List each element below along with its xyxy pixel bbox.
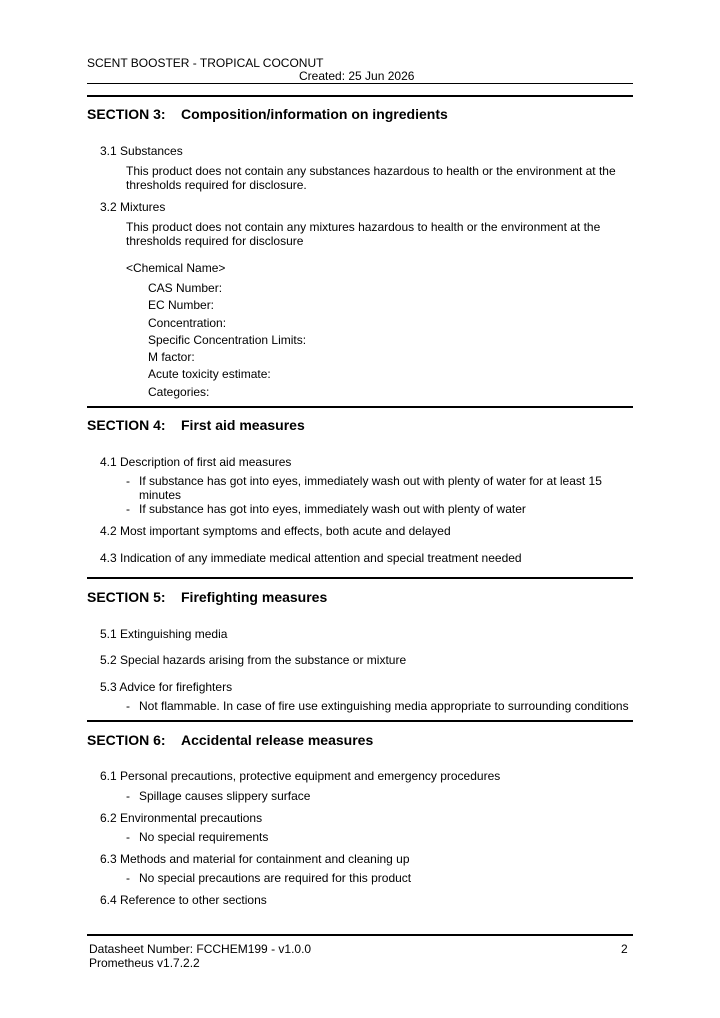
section-title: Accidental release measures <box>181 732 374 748</box>
section-title: Composition/information on ingredients <box>181 106 448 122</box>
chemical-name: <Chemical Name> <box>126 261 226 275</box>
section-title: First aid measures <box>181 417 305 433</box>
list-item: If substance has got into eyes, immediately wash out with plenty of water <box>139 502 526 516</box>
field-label: Specific Concentration Limits: <box>148 333 307 347</box>
section-number: SECTION 4: <box>87 417 166 433</box>
list-item: No special requirements <box>139 830 269 844</box>
list-item: Spillage causes slippery surface <box>139 789 311 803</box>
field-label: M factor: <box>148 350 195 364</box>
bullet: - <box>126 830 130 844</box>
section-number: SECTION 3: <box>87 106 166 122</box>
product-title: SCENT BOOSTER - TROPICAL COCONUT <box>87 56 324 70</box>
list-item: If substance has got into eyes, immediately wash out with plenty of water for at least 15 <box>139 474 602 488</box>
section-title: Firefighting measures <box>181 589 328 605</box>
subsection-title: 4.3 Indication of any immediate medical attention and special treatment needed <box>100 551 522 565</box>
subsection-title: 6.2 Environmental precautions <box>100 811 263 825</box>
section-3-heading <box>87 106 448 122</box>
page-number: 2 <box>621 942 628 956</box>
section-divider <box>87 720 633 722</box>
section-number: SECTION 5: <box>87 589 166 605</box>
field-label: EC Number: <box>148 298 215 312</box>
field-label: CAS Number: <box>148 281 223 295</box>
section-number: SECTION 6: <box>87 732 166 748</box>
subsection-title: 6.3 Methods and material for containment and cleaning up <box>100 852 410 866</box>
subsection-title: 5.1 Extinguishing media <box>100 627 228 641</box>
subsection-title: 3.2 Mixtures <box>100 200 166 214</box>
footer-rule <box>87 934 633 936</box>
list-item: No special precautions are required for this product <box>139 871 412 885</box>
software-version: Prometheus v1.7.2.2 <box>89 956 200 970</box>
list-item: Not flammable. In case of fire use extinguishing media appropriate to surrounding conditions <box>139 699 629 713</box>
field-label: Categories: <box>148 385 210 399</box>
subsection-title: 6.4 Reference to other sections <box>100 893 267 907</box>
paragraph: This product does not contain any substances hazardous to health or the environment at the thresholds required for disclosure. <box>126 164 616 192</box>
bullet: - <box>126 699 130 713</box>
bullet: - <box>126 474 130 488</box>
bullet: - <box>126 789 130 803</box>
subsection-title: 4.1 Description of first aid measures <box>100 455 292 469</box>
header-rule-thin <box>87 83 633 84</box>
list-item-continuation: minutes <box>139 488 182 502</box>
subsection-title: 4.2 Most important symptoms and effects, both acute and delayed <box>100 524 451 538</box>
section-divider <box>87 577 633 579</box>
bullet: - <box>126 871 130 885</box>
bullet: - <box>126 502 130 516</box>
created-date: Created: 25 Jun 2026 <box>299 69 415 83</box>
header-rule-thick <box>87 95 633 97</box>
field-label: Concentration: <box>148 316 227 330</box>
subsection-title: 5.3 Advice for firefighters <box>100 680 233 694</box>
paragraph: This product does not contain any mixtures hazardous to health or the environment at the thresholds required for disclosure <box>126 220 601 248</box>
subsection-title: 3.1 Substances <box>100 144 183 158</box>
section-4-heading <box>87 417 305 433</box>
field-label: Acute toxicity estimate: <box>148 367 271 381</box>
datasheet-number: Datasheet Number: FCCHEM199 - v1.0.0 <box>89 942 312 956</box>
section-6-heading <box>87 732 373 748</box>
section-divider <box>87 406 633 408</box>
subsection-title: 5.2 Special hazards arising from the substance or mixture <box>100 653 407 667</box>
subsection-title: 6.1 Personal precautions, protective equipment and emergency procedures <box>100 769 501 783</box>
section-5-heading <box>87 589 327 605</box>
